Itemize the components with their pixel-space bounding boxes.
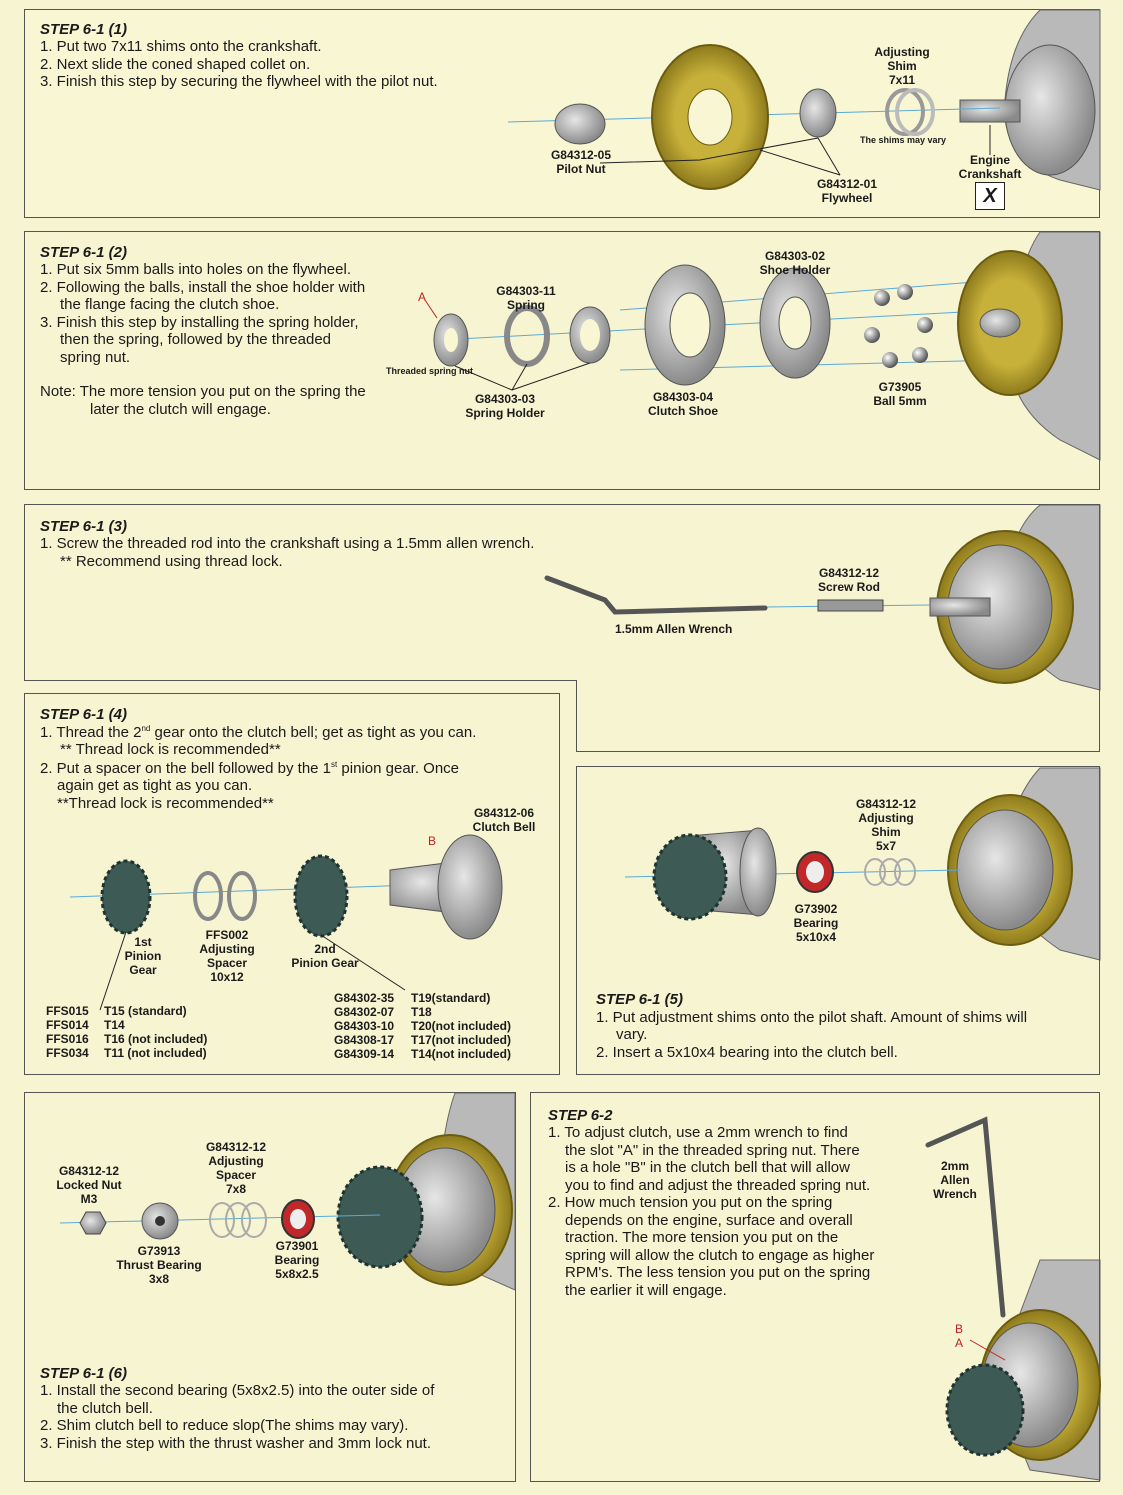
bearing-label: G73901 Bearing 5x8x2.5	[274, 1239, 320, 1281]
step62-line: the earlier it will engage.	[565, 1282, 727, 1299]
step3-panel	[24, 504, 1100, 680]
step3-divider	[576, 680, 577, 752]
step3-divider	[576, 751, 1100, 752]
screw-rod-label: G84312-12 Screw Rod	[817, 566, 880, 594]
step5-line: vary.	[616, 1026, 648, 1043]
hole-b-label: B	[428, 834, 437, 848]
step6-line: the clutch bell.	[57, 1400, 153, 1417]
part-row: G84308-17 T17(not included)	[334, 1033, 511, 1047]
step3-divider	[24, 680, 577, 681]
wrench-label: 1.5mm Allen Wrench	[615, 622, 733, 636]
step5-line: 1. Put adjustment shims onto the pilot shaft. Amount of shims will	[596, 1009, 1028, 1026]
part-row: FFS016 T16 (not included)	[46, 1032, 208, 1046]
crankshaft-icon	[960, 100, 1020, 122]
step62-line: 1. To adjust clutch, use a 2mm wrench to find	[548, 1124, 848, 1141]
slot-a-label: A	[955, 1336, 964, 1350]
step6-line: 3. Finish the step with the thrust washer and 3mm lock nut.	[40, 1435, 432, 1452]
step2-line: 3. Finish this step by installing the spring holder,	[40, 314, 359, 331]
wrench-label: 2mm Allen Wrench	[933, 1159, 977, 1201]
step4-title: STEP 6-1 (4)	[40, 706, 127, 723]
step3-line: 1. Screw the threaded rod into the crankshaft using a 1.5mm allen wrench.	[40, 535, 535, 552]
step62-line: traction. The more tension you put on the	[565, 1229, 839, 1246]
step62-title: STEP 6-2	[548, 1107, 613, 1124]
pinion1-label: 1st Pinion Gear	[124, 935, 162, 977]
step1-line: 2. Next slide the coned shaped collet on.	[40, 56, 311, 73]
step5-title: STEP 6-1 (5)	[596, 991, 683, 1008]
step3-title: STEP 6-1 (3)	[40, 518, 127, 535]
part-row: G84303-10 T20(not included)	[334, 1019, 511, 1033]
step2-line: the flange facing the clutch shoe.	[60, 296, 280, 313]
part-row: FFS034 T11 (not included)	[46, 1046, 207, 1060]
collet-icon	[800, 89, 836, 137]
part-row: FFS015 T15 (standard)	[46, 1004, 187, 1018]
threaded-nut-label: Threaded spring nut	[386, 366, 474, 376]
step62-line: the slot "A" in the threaded spring nut. There	[565, 1142, 860, 1159]
step62-line: RPM's. The less tension you put on the spring	[565, 1264, 871, 1281]
shoe-holder-label: G84303-02 Shoe Holder	[759, 249, 831, 277]
shim-icon	[887, 90, 923, 134]
step4-line: ** Thread lock is recommended**	[60, 741, 281, 758]
step1-line: 1. Put two 7x11 shims onto the crankshaft.	[40, 38, 322, 55]
step4-line: again get as tight as you can.	[57, 777, 253, 794]
step2-line: spring nut.	[60, 349, 131, 366]
step2-line: 2. Following the balls, install the shoe holder with	[40, 279, 366, 296]
step62-line: depends on the engine, surface and overall	[565, 1212, 853, 1229]
shim-label: G84312-12 Adjusting Shim 5x7	[855, 797, 917, 853]
step2-note: Note: The more tension you put on the spring the	[40, 383, 366, 400]
pilot-nut-label: G84312-05 Pilot Nut	[550, 148, 612, 176]
clutch-bell-label: G84312-06 Clutch Bell	[472, 806, 536, 834]
step6-title: STEP 6-1 (6)	[40, 1365, 127, 1382]
step2-line: 1. Put six 5mm balls into holes on the flywheel.	[40, 261, 351, 278]
step6-line: 1. Install the second bearing (5x8x2.5) into the outer side of	[40, 1382, 435, 1399]
clutch-shoe-label: G84303-04 Clutch Shoe	[647, 390, 718, 418]
slot-a-label: A	[418, 290, 427, 304]
step2-note: later the clutch will engage.	[90, 401, 271, 418]
step4-line: **Thread lock is recommended**	[57, 795, 274, 812]
thrust-bearing-label: G73913 Thrust Bearing 3x8	[116, 1244, 202, 1286]
part-row: G84302-35 T19(standard)	[334, 991, 491, 1005]
step62-line: 2. How much tension you put on the spring	[548, 1194, 833, 1211]
x-mark-box: X	[975, 182, 1005, 210]
hole-b-label: B	[955, 1322, 964, 1336]
step1-line: 3. Finish this step by securing the flywheel with the pilot nut.	[40, 73, 438, 90]
lock-nut-label: G84312-12 Locked Nut M3	[56, 1164, 122, 1206]
part-row: FFS014 T14	[46, 1018, 125, 1032]
parts-list-left	[46, 1004, 207, 1060]
shims-vary-note: The shims may vary	[860, 135, 947, 145]
step3-line: ** Recommend using thread lock.	[60, 553, 283, 570]
spacer-label: FFS002 Adjusting Spacer 10x12	[199, 928, 255, 984]
step1-title: STEP 6-1 (1)	[40, 21, 127, 38]
step5-line: 2. Insert a 5x10x4 bearing into the clutch bell.	[596, 1044, 898, 1061]
spring-holder-label: G84303-03 Spring Holder	[465, 392, 545, 420]
step4-line: 2. Put a spacer on the bell followed by the 1st pinion gear. Once	[40, 760, 460, 777]
engine-label: Engine Crankshaft	[958, 153, 1022, 181]
step2-line: then the spring, followed by the threaded	[60, 331, 332, 348]
spacer-label: G84312-12 Adjusting Spacer 7x8	[205, 1140, 267, 1196]
step2-title: STEP 6-1 (2)	[40, 244, 127, 261]
step3-divider	[1099, 680, 1100, 752]
part-row: G84302-07 T18	[334, 1005, 432, 1019]
part-row: G84309-14 T14(not included)	[334, 1047, 511, 1061]
spring-label: G84303-11 Spring	[496, 284, 556, 312]
flywheel-label: G84312-01 Flywheel	[816, 177, 878, 205]
pilot-nut-icon	[555, 104, 605, 144]
step4-line: 1. Thread the 2nd gear onto the clutch bell; get as tight as you can.	[40, 724, 477, 741]
shim-label: Adjusting Shim 7x11	[874, 45, 930, 87]
step62-line: you to find and adjust the threaded spring nut.	[565, 1177, 871, 1194]
parts-list-right	[334, 991, 511, 1061]
step62-line: is a hole "B" in the clutch bell that will allow	[565, 1159, 850, 1176]
step62-line: spring will allow the clutch to engage as higher	[565, 1247, 875, 1264]
bearing-label: G73902 Bearing 5x10x4	[793, 902, 839, 944]
step6-line: 2. Shim clutch bell to reduce slop(The shims may vary).	[40, 1417, 409, 1434]
ball-label: G73905 Ball 5mm	[873, 380, 927, 408]
pinion2-label: 2nd Pinion Gear	[291, 942, 359, 970]
